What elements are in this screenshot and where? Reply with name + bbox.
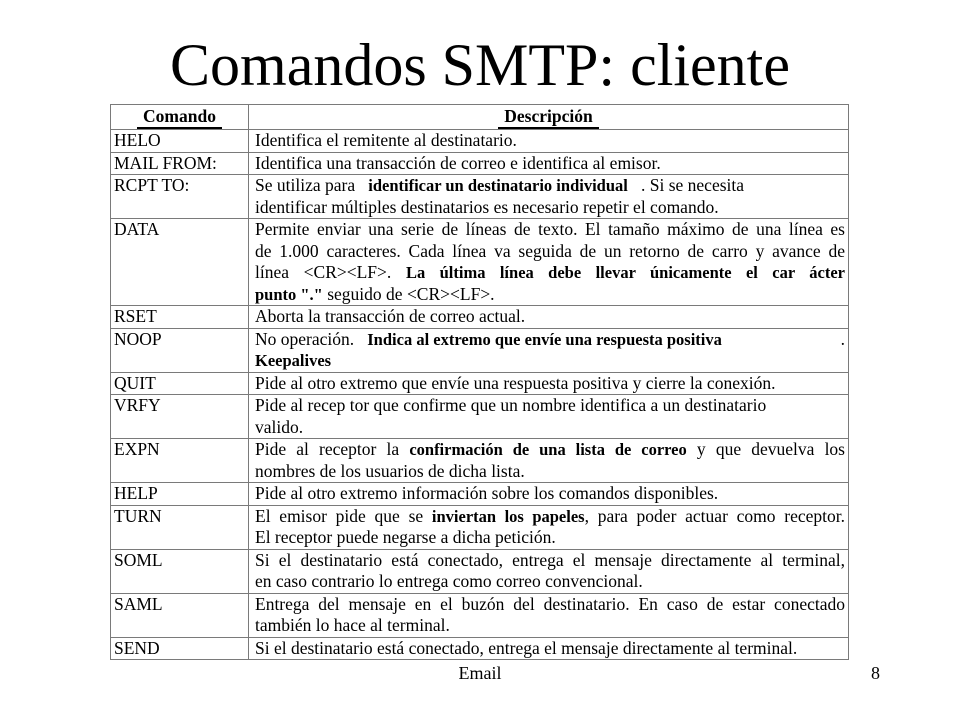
description-line xyxy=(255,527,845,549)
description-bold-text: identificar un destinatario individual xyxy=(368,176,628,195)
command-label: VRFY xyxy=(114,395,161,415)
command-row-turn xyxy=(111,505,849,549)
description-line xyxy=(255,417,845,439)
description-text: Si el destinatario está conectado, entrega el mensaje directamente al terminal, xyxy=(255,549,845,570)
command-row-data xyxy=(111,219,849,306)
description-line xyxy=(255,197,845,219)
command-label: HELP xyxy=(114,483,158,503)
description-line xyxy=(255,350,845,372)
description-text: , para poder actuar como receptor. xyxy=(584,505,845,526)
command-name xyxy=(111,372,249,395)
description-line xyxy=(255,130,845,152)
description-line xyxy=(255,638,845,660)
command-description xyxy=(249,328,849,372)
description-line xyxy=(255,153,845,175)
command-name xyxy=(111,637,249,660)
command-name xyxy=(111,439,249,483)
description-bold-text: confirmación de una lista de correo xyxy=(409,440,687,459)
command-label: RSET xyxy=(114,306,157,326)
command-row-mail-from xyxy=(111,152,849,175)
command-label: QUIT xyxy=(114,372,156,393)
command-row-noop xyxy=(111,328,849,372)
description-text: Entrega del mensaje en el buzón del destinatario. En caso de estar conectado xyxy=(255,593,845,614)
description-text: Pide al recep tor que confirme que un nombre identifica a un destinatario xyxy=(255,395,767,415)
command-description xyxy=(249,306,849,329)
description-line xyxy=(255,483,845,505)
command-row-quit xyxy=(111,372,849,395)
description-text: Pide al receptor la xyxy=(255,439,400,459)
command-name xyxy=(111,306,249,329)
command-label: SEND xyxy=(114,637,160,658)
description-text: El emisor pide que se xyxy=(255,505,424,526)
header-command xyxy=(111,105,249,130)
command-description xyxy=(249,505,849,549)
command-label: MAIL FROM: xyxy=(114,152,217,173)
description-line xyxy=(255,241,845,263)
command-name xyxy=(111,593,249,637)
command-description xyxy=(249,130,849,153)
command-label: NOOP xyxy=(114,328,162,349)
header-row xyxy=(111,105,849,130)
slide-title: Comandos SMTP: cliente xyxy=(170,32,790,98)
command-name xyxy=(111,175,249,219)
description-line xyxy=(255,550,845,572)
command-row-expn xyxy=(111,439,849,483)
header-description xyxy=(249,105,849,130)
page-number: 8 xyxy=(871,663,880,683)
command-name xyxy=(111,328,249,372)
description-text: El receptor puede negarse a dicha petición. xyxy=(255,527,556,547)
command-name xyxy=(111,219,249,306)
description-line xyxy=(255,439,845,461)
command-description xyxy=(249,219,849,306)
description-line xyxy=(255,284,845,306)
header-description-label: Descripción xyxy=(498,105,598,129)
description-bold-text: Indica al extremo que envíe una respuesta positiva xyxy=(367,329,722,349)
command-row-help xyxy=(111,483,849,506)
description-line xyxy=(255,219,845,241)
description-bold-text: inviertan los papeles xyxy=(431,506,585,526)
description-text: . xyxy=(840,328,845,349)
description-bold-text: Keepalives xyxy=(255,351,332,370)
command-row-rset xyxy=(111,306,849,329)
description-line xyxy=(255,175,845,197)
description-line xyxy=(255,306,845,328)
description-bold-text: punto "." xyxy=(255,284,323,304)
command-name xyxy=(111,130,249,153)
command-description xyxy=(249,372,849,395)
description-line xyxy=(255,506,845,528)
footer-text: Email xyxy=(458,663,502,683)
description-line xyxy=(255,571,845,593)
command-row-saml xyxy=(111,593,849,637)
command-name xyxy=(111,549,249,593)
description-text: Aborta la transacción de correo actual. xyxy=(255,306,526,326)
command-label: RCPT TO: xyxy=(114,175,190,195)
description-text: identificar múltiples destinatarios es necesario repetir el comando. xyxy=(255,196,719,217)
description-text: valido. xyxy=(255,416,304,437)
description-text: de 1.000 caracteres. Cada línea va seguida de un retorno de carro y avance de xyxy=(255,240,845,261)
header-command-label: Comando xyxy=(137,105,222,129)
description-line xyxy=(255,373,845,395)
description-text: también lo hace al terminal. xyxy=(255,615,450,635)
command-label: DATA xyxy=(114,219,160,239)
description-text: Pide al otro extremo que envíe una respuesta positiva y cierre la conexión. xyxy=(255,372,776,393)
command-label: SOML xyxy=(114,549,163,570)
command-label: TURN xyxy=(114,505,162,526)
description-line xyxy=(255,594,845,616)
description-bold-text: La última línea debe llevar únicamente el car ácter xyxy=(405,263,845,282)
command-name xyxy=(111,483,249,506)
command-name xyxy=(111,152,249,175)
description-text: . Si se necesita xyxy=(640,175,745,195)
description-text: seguido de <CR><LF>. xyxy=(327,283,495,304)
description-text: No operación. xyxy=(255,328,355,349)
command-description xyxy=(249,483,849,506)
description-text: Pide al otro extremo información sobre los comandos disponibles. xyxy=(255,483,719,503)
description-line xyxy=(255,615,845,637)
description-text: en caso contrario lo entrega como correo convencional. xyxy=(255,571,643,591)
command-label: EXPN xyxy=(114,439,160,459)
command-row-helo xyxy=(111,130,849,153)
command-description xyxy=(249,593,849,637)
description-text: Identifica una transacción de correo e identifica al emisor. xyxy=(255,152,661,173)
description-line xyxy=(255,461,845,483)
description-text: Se utiliza para xyxy=(255,175,356,195)
command-row-soml xyxy=(111,549,849,593)
command-description xyxy=(249,152,849,175)
command-description xyxy=(249,637,849,660)
description-text: nombres de los usuarios de dicha lista. xyxy=(255,460,525,481)
description-text: Identifica el remitente al destinatario. xyxy=(255,130,517,150)
description-text: y que devuelva los xyxy=(696,439,845,459)
command-label: SAML xyxy=(114,593,163,614)
description-text: línea <CR><LF>. xyxy=(255,262,392,282)
command-row-rcpt-to xyxy=(111,175,849,219)
command-description xyxy=(249,175,849,219)
description-text: Si el destinatario está conectado, entrega el mensaje directamente al terminal. xyxy=(255,637,798,658)
command-row-vrfy xyxy=(111,395,849,439)
command-description xyxy=(249,549,849,593)
command-name xyxy=(111,395,249,439)
command-name xyxy=(111,505,249,549)
description-line xyxy=(255,395,845,417)
command-row-send xyxy=(111,637,849,660)
description-text: Permite enviar una serie de líneas de texto. El tamaño máximo de una línea es xyxy=(255,219,845,239)
command-description xyxy=(249,395,849,439)
command-description xyxy=(249,439,849,483)
commands-table xyxy=(110,104,849,660)
command-label: HELO xyxy=(114,130,161,150)
description-line xyxy=(255,262,845,284)
description-line xyxy=(255,329,845,351)
